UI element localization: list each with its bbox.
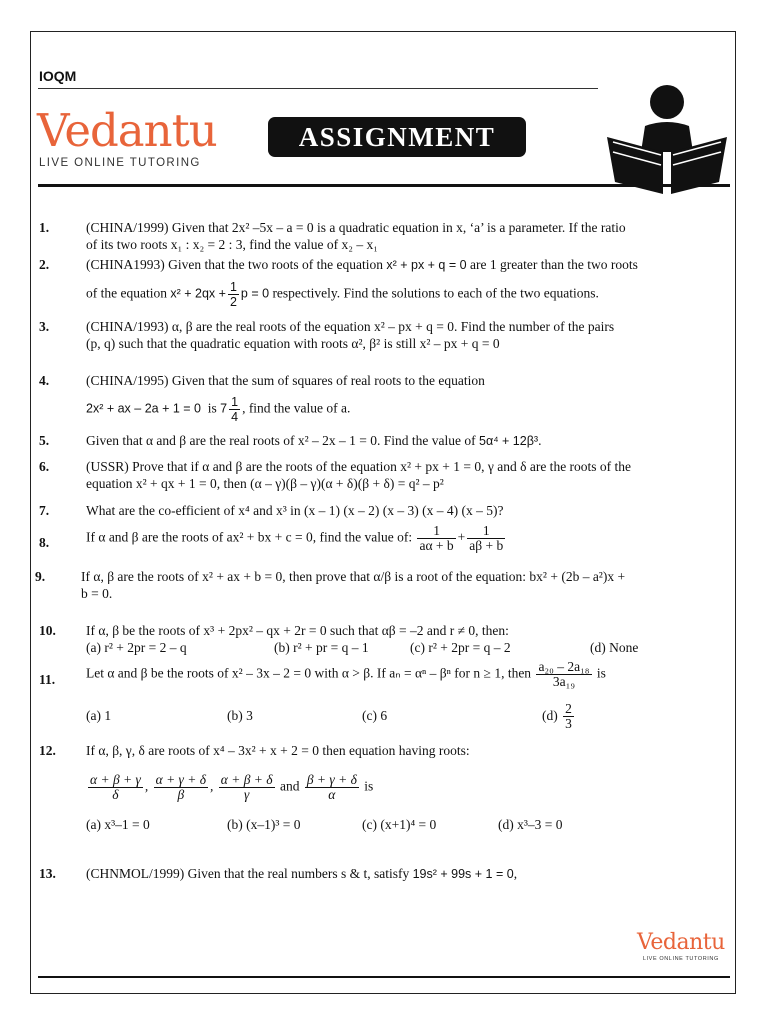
- question-number: 3.: [39, 319, 50, 334]
- exam-label: IOQM: [39, 68, 77, 84]
- answer-options: [86, 639, 729, 656]
- question-3: [39, 318, 729, 352]
- question-number: 10.: [39, 623, 56, 638]
- numerator: 2: [565, 701, 572, 717]
- question-text: (CHNMOL/1999) Given that the real numbers s & t, satisfy: [86, 866, 410, 881]
- option-a[interactable]: (a) 1: [86, 708, 112, 723]
- denominator: aβ + b: [469, 538, 504, 553]
- question-text: .: [538, 433, 542, 448]
- vedantu-logo: [37, 104, 217, 169]
- fraction: [305, 773, 359, 802]
- logo-tagline: LIVE ONLINE TUTORING: [39, 157, 201, 169]
- question-number: 13.: [39, 866, 56, 881]
- question-12: [39, 742, 729, 833]
- denominator: aα + b: [419, 538, 454, 553]
- math-expression: 19s² + 99s + 1 = 0: [412, 867, 514, 881]
- question-text: b = 0.: [81, 586, 113, 601]
- math-expression: 5α⁴ + 12β³: [479, 434, 539, 448]
- mixed-number-whole: 7: [220, 401, 228, 416]
- question-13: [39, 865, 729, 883]
- question-4: [39, 372, 729, 424]
- header-bottom-rule: [38, 184, 730, 187]
- numerator: β + γ + δ: [306, 772, 357, 787]
- question-7: [39, 502, 729, 519]
- option-label: (d): [542, 708, 558, 723]
- question-text: , find the value of a.: [242, 400, 351, 416]
- question-number: 11.: [39, 672, 56, 687]
- option-d[interactable]: [542, 697, 576, 731]
- question-number: 7.: [39, 503, 50, 518]
- fraction: [563, 702, 574, 731]
- numerator: α + γ + δ: [155, 772, 207, 787]
- fraction: [536, 660, 591, 689]
- question-text: respectively. Find the solutions to each of the two equations.: [272, 285, 599, 301]
- footer-logo-wordmark: Vedantu: [637, 930, 725, 955]
- plus-sign: +: [457, 529, 466, 545]
- question-text: If α, β, γ, δ are roots of x⁴ – 3x² + x + 2 = 0 then equation having roots:: [86, 743, 470, 758]
- header-divider: [38, 88, 598, 89]
- fraction: [417, 524, 455, 553]
- denominator: 3: [565, 716, 572, 732]
- footer-logo: [637, 932, 725, 962]
- math-expression: x² + 2qx +: [170, 286, 226, 301]
- question-number: 4.: [39, 373, 50, 388]
- question-number: 8.: [39, 535, 50, 550]
- fraction: [154, 773, 208, 802]
- denominator: 3a₁₉: [552, 674, 576, 689]
- numerator: 1: [229, 280, 237, 294]
- question-text: are 1 greater than the two roots: [469, 257, 638, 272]
- question-text: (CHINA/1999) Given that 2x² –5x – a = 0 is a quadratic equation in x, ‘a’ is a parameter. If the ratio: [86, 220, 626, 235]
- option-b[interactable]: (b) 3: [227, 708, 253, 723]
- question-text: (CHINA1993) Given that the two roots of the equation: [86, 257, 383, 272]
- question-text: (USSR) Prove that if α and β are the roots of the equation x² + px + 1 = 0, γ and δ are the roots of the: [86, 459, 632, 474]
- numerator: α + β + γ: [90, 772, 141, 787]
- denominator: δ: [112, 787, 119, 802]
- fraction: [229, 395, 240, 424]
- option-c[interactable]: (c) 6: [362, 708, 388, 723]
- question-10: [39, 622, 729, 656]
- question-text: Given that α and β are the real roots of x² – 2x – 1 = 0. Find the value of: [86, 433, 476, 448]
- question-text: is: [364, 778, 374, 794]
- numerator: a₂₀ – 2a₁₈: [538, 659, 590, 674]
- option-a[interactable]: (a) r² + 2pr = 2 – q: [86, 640, 187, 655]
- question-text: and: [279, 778, 300, 794]
- reading-person-icon: [599, 82, 731, 207]
- numerator: 1: [467, 524, 505, 539]
- question-text: equation x² + qx + 1 = 0, then: [86, 476, 247, 491]
- question-text: If α, β be the roots of x³ + 2px² – qx + 2r = 0 such that αβ = –2 and r ≠ 0, then:: [86, 623, 509, 638]
- question-5: [39, 432, 729, 450]
- denominator: 4: [231, 410, 239, 424]
- footer-rule: [38, 976, 730, 978]
- math-expression: p = 0: [240, 286, 270, 301]
- question-number: 1.: [39, 220, 50, 235]
- logo-wordmark: Vedantu: [37, 104, 217, 157]
- question-number: 5.: [39, 433, 50, 448]
- option-c[interactable]: (c) (x+1)⁴ = 0: [362, 817, 437, 832]
- question-text: is: [596, 665, 606, 681]
- question-text: of its two roots x₁ : x₂ = 2 : 3, find the value of x₂ – x₁: [86, 237, 378, 252]
- question-9: [35, 568, 725, 602]
- question-text: ,: [513, 866, 518, 881]
- denominator: α: [328, 787, 336, 802]
- question-text: of the equation: [86, 285, 167, 301]
- option-d[interactable]: (d) x³–3 = 0: [498, 817, 563, 832]
- question-number: 9.: [35, 569, 46, 584]
- question-2: [39, 256, 729, 309]
- math-expression: 2x² + ax – 2a + 1 = 0: [86, 401, 202, 416]
- numerator: 1: [417, 524, 455, 539]
- fraction: [88, 773, 143, 802]
- option-c[interactable]: (c) r² + 2pr = q – 2: [410, 640, 511, 655]
- option-b[interactable]: (b) (x–1)³ = 0: [227, 817, 301, 832]
- question-text: (p, q) such that the quadratic equation with roots α², β² is still x² – px + q = 0: [86, 336, 500, 351]
- answer-options: [86, 697, 729, 731]
- numerator: α + β + δ: [220, 772, 273, 787]
- question-number: 2.: [39, 257, 50, 272]
- math-expression: (α – γ)(β – γ)(α + δ)(β + δ) = q² – p²: [250, 476, 444, 491]
- question-6: [39, 458, 729, 492]
- question-text: If α, β are the roots of x² + ax + b = 0, then prove that α/β is a root of the equation: bx² + (2b – a²)x +: [81, 569, 626, 584]
- option-d[interactable]: (d) None: [590, 640, 639, 655]
- question-text: (CHINA/1995) Given that the sum of squares of real roots to the equation: [86, 373, 485, 388]
- question-text: Let α and β be the roots of x² – 3x – 2 = 0 with α > β. If aₙ = αⁿ – βⁿ for n ≥ 1, then: [86, 665, 532, 681]
- denominator: β: [177, 787, 185, 802]
- question-number: 6.: [39, 459, 50, 474]
- fraction: [228, 280, 239, 309]
- question-text: What are the co-efficient of x⁴ and x³ in (x – 1) (x – 2) (x – 3) (x – 4) (x – 5)?: [86, 503, 504, 518]
- math-expression: x² + px + q = 0: [386, 258, 467, 272]
- fraction: [219, 773, 275, 802]
- question-text: If α and β are the roots of ax² + bx + c = 0, find the value of:: [86, 529, 413, 545]
- question-1: [39, 219, 729, 253]
- root-expressions: $\frac{\alpha + \beta + \gamma}{\delta}$ , $\frac{\alpha + \gamma + \delta}{\beta}$ , $\frac{\alpha + \beta + \delta}{\gamma}$ and $\frac{\beta + \gamma + \delta}{\alpha}$ is: [90, 772, 374, 802]
- footer-logo-tagline: LIVE ONLINE TUTORING: [642, 956, 719, 962]
- question-8: [39, 524, 729, 553]
- denominator: γ: [244, 787, 250, 802]
- worksheet-page: [30, 31, 736, 994]
- question-11: [39, 660, 729, 731]
- denominator: 2: [229, 295, 237, 309]
- option-b[interactable]: (b) r² + pr = q – 1: [274, 640, 369, 655]
- question-text: (CHINA/1993) α, β are the real roots of the equation x² – px + q = 0. Find the number of the pairs: [86, 319, 615, 334]
- question-number: 12.: [39, 743, 56, 758]
- numerator: 1: [231, 395, 239, 409]
- question-text: is: [207, 400, 217, 416]
- answer-options: [86, 816, 729, 833]
- option-a[interactable]: (a) x³–1 = 0: [86, 817, 150, 832]
- assignment-title: ASSIGNMENT: [268, 117, 526, 157]
- fraction: [467, 524, 505, 553]
